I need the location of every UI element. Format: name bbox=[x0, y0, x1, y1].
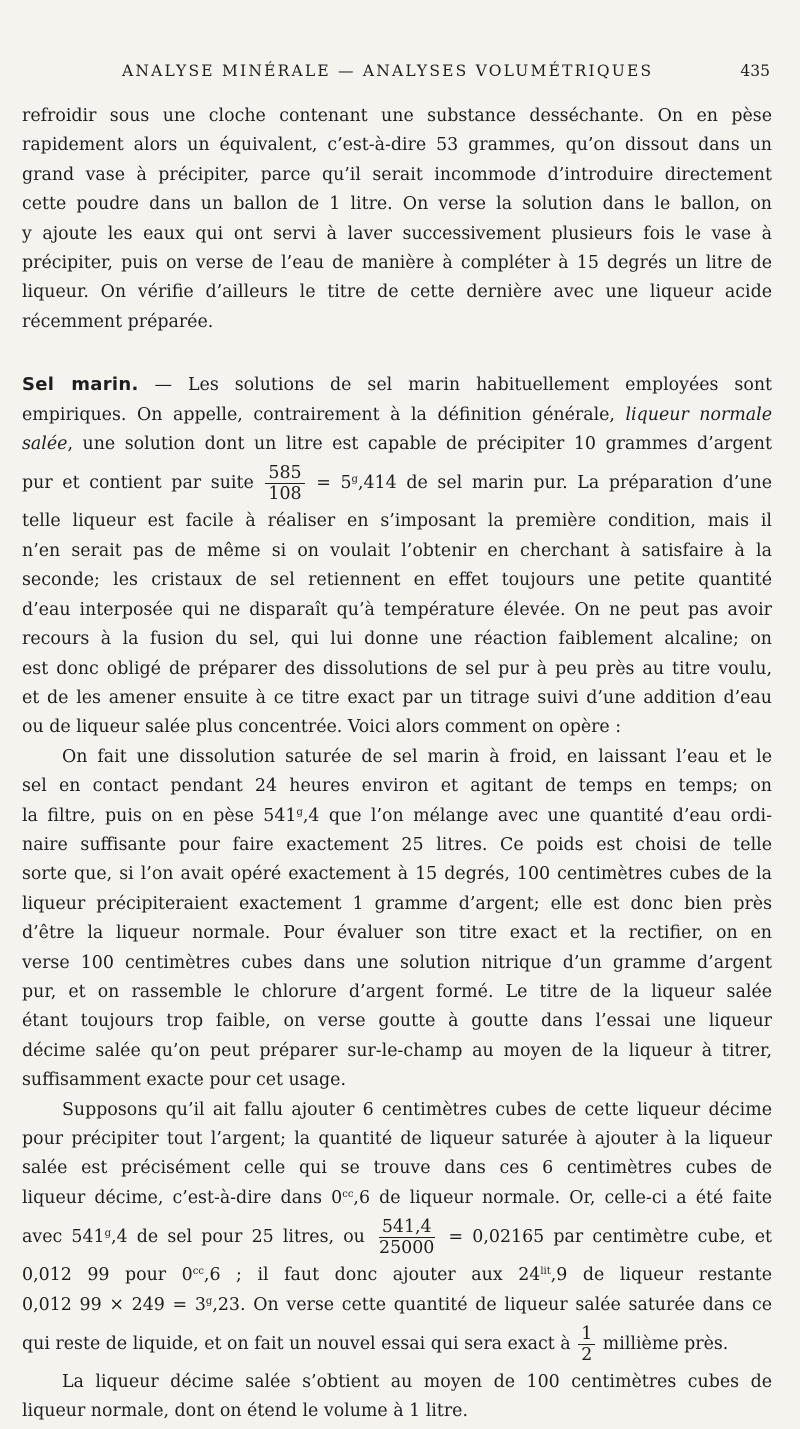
text-line: Supposons qu’il ait fallu ajouter 6 centimètres cubes de cette liqueur décime bbox=[62, 1099, 772, 1120]
text-line: sel en contact pendant 24 heures environ et agitant de temps en temps; on bbox=[22, 776, 772, 797]
italic-term: liqueur normale bbox=[625, 404, 772, 425]
text-line: salée est précisément celle qui se trouve dans ces 6 centimètres cubes de bbox=[22, 1158, 772, 1179]
unit-superscript: cc bbox=[192, 1266, 204, 1278]
text-line: cette poudre dans un ballon de 1 litre. On verse la solution dans le ballon, on bbox=[22, 194, 772, 215]
text-line: refroidir sous une cloche contenant une substance desséchante. On en pèse bbox=[22, 106, 772, 126]
text-line: verse 100 centimètres cubes dans une solution nitrique d’un gramme d’argent bbox=[22, 952, 772, 973]
fraction-numerator: 585 bbox=[265, 463, 304, 484]
fraction-numerator: 541,4 bbox=[379, 1217, 435, 1238]
section-sel-marin bbox=[22, 370, 772, 742]
text-line: grand vase à précipiter, parce qu’il serait incommode d’introduire directement bbox=[22, 164, 772, 185]
text-line: telle liqueur est facile à réaliser en s’imposant la première condition, mais il bbox=[22, 511, 772, 532]
text-line: rapidement alors un équivalent, c’est-à-dire 53 grammes, qu’on dissout dans un bbox=[22, 135, 772, 156]
text-line: y ajoute les eaux qui ont servi à laver successivement plusieurs fois le vase à bbox=[22, 223, 772, 244]
fraction bbox=[265, 463, 304, 504]
text-line: étant toujours trop faible, on verse goutte à goutte dans l’essai une liqueur bbox=[22, 1011, 772, 1032]
running-header bbox=[22, 62, 770, 86]
text-line: liqueur normale, dont on étend le volume à 1 litre. bbox=[22, 1401, 468, 1422]
text-line: liqueur décime, c’est-à-dire dans $0^{cc},6$ de liqueur normale. Or, celle-ci a été faite bbox=[22, 1187, 772, 1208]
text-line: la filtre, puis on en pèse 541$^g$,4 que l’on mélange avec une quantité d’eau ordi- bbox=[22, 805, 772, 826]
text-line: précipiter, puis on verse de l’eau de manière à compléter à 15 degrés un litre de bbox=[22, 253, 772, 274]
fraction bbox=[578, 1324, 595, 1365]
text-line: naire suffisante pour faire exactement 25 litres. Ce poids est choisi de telle bbox=[22, 834, 772, 855]
text-line: n’en serait pas de même si on voulait l’obtenir en cherchant à satisfaire à la bbox=[22, 540, 772, 561]
fraction-denominator: 2 bbox=[581, 1345, 593, 1366]
fraction-numerator: 1 bbox=[578, 1324, 595, 1345]
unit-superscript: g bbox=[351, 474, 358, 486]
text-line: suffisamment exacte pour cet usage. bbox=[22, 1070, 346, 1091]
text-line-with-fraction: qui reste de liquide, et on fait un nouvel essai qui sera exact à $\frac{1}{2}$ millième près. bbox=[22, 1324, 729, 1366]
text-line: pour précipiter tout l’argent; la quantité de liqueur saturée à ajouter à la liqueur bbox=[22, 1129, 772, 1149]
fraction-denominator: 25000 bbox=[379, 1238, 435, 1259]
text-line: est donc obligé de préparer des dissolutions de sel pur à peu près au titre voulu, bbox=[22, 658, 772, 679]
text-line: et de les amener ensuite à ce titre exact par un titrage suivi d’une addition d’eau bbox=[22, 687, 772, 708]
text-line: recours à la fusion du sel, qui lui donne une réaction faiblement alcaline; on bbox=[22, 629, 772, 650]
paragraph-dissolution bbox=[22, 743, 772, 1096]
unit-superscript: g bbox=[104, 1228, 111, 1240]
page-number: 435 bbox=[740, 62, 770, 80]
text-line-with-fraction: pur et contient par suite $\frac{585}{108}$ = $5^g,414$ de sel marin pur. La préparation d’une bbox=[22, 463, 773, 505]
text-line: ou de liqueur salée plus concentrée. Voici alors comment on opère : bbox=[22, 717, 622, 738]
text-line: salée, une solution dont un litre est capable de précipiter 10 grammes d’argent bbox=[22, 434, 772, 455]
text-line: empiriques. On appelle, contrairement à la définition générale, liqueur normale bbox=[22, 404, 772, 425]
paragraph-continuation bbox=[22, 102, 772, 337]
fraction bbox=[376, 1217, 437, 1258]
text-line: On fait une dissolution saturée de sel marin à froid, en laissant l’eau et le bbox=[62, 746, 772, 767]
unit-superscript: cc bbox=[342, 1188, 354, 1200]
running-title: ANALYSE MINÉRALE — ANALYSES VOLUMÉTRIQUES bbox=[122, 62, 654, 80]
text-line: 0,012 $99 \times 249 = 3^g,23$. On verse cette quantité de liqueur salée saturée dans ce bbox=[22, 1294, 772, 1315]
text-line: décime salée qu’on peut préparer sur-le-champ au moyen de la liqueur à titrer, bbox=[22, 1040, 772, 1061]
text-line: d’être la liqueur normale. Pour évaluer son titre exact et la rectifier, on en bbox=[22, 923, 772, 944]
italic-term: salée bbox=[22, 434, 68, 455]
text-line: pur, et on rassemble le chlorure d’argent formé. Le titre de la liqueur salée bbox=[22, 981, 772, 1002]
text-line: liqueur précipiteraient exactement 1 gramme d’argent; elle est donc bien près bbox=[22, 893, 772, 914]
text-line: 0,012 99 pour $0^{cc},6$ ; il faut donc ajouter aux $24^{lit},9$ de liqueur restante bbox=[22, 1265, 773, 1286]
text-line: Sel marin. — Les solutions de sel marin habituellement employées sont bbox=[22, 374, 773, 396]
paragraph-supposons bbox=[22, 1096, 772, 1368]
paragraph-decime bbox=[22, 1368, 772, 1427]
page-body bbox=[22, 102, 772, 1427]
text-line: seconde; les cristaux de sel retiennent en effet toujours une petite quantité bbox=[22, 570, 772, 591]
fraction-denominator: 108 bbox=[268, 484, 302, 505]
text-line: d’eau interposée qui ne disparaît qu’à température élevée. On ne peut pas avoir bbox=[22, 599, 772, 620]
text-line: liqueur. On vérifie d’ailleurs le titre de cette dernière avec une liqueur acide bbox=[22, 282, 772, 303]
unit-superscript: g bbox=[205, 1295, 213, 1307]
unit-superscript: g bbox=[296, 806, 303, 818]
text-line: récemment préparée. bbox=[22, 311, 214, 332]
unit-superscript: lit bbox=[540, 1266, 551, 1278]
text-line: La liqueur décime salée s’obtient au moyen de 100 centimètres cubes de bbox=[62, 1372, 772, 1393]
section-heading: Sel marin. bbox=[22, 374, 139, 396]
text-line-with-fraction: avec 541$^g$,4 de sel pour 25 litres, ou $\frac{541,4}{25000}$ = 0,02165 par centimètre cube, et bbox=[22, 1217, 772, 1259]
text-line: sorte que, si l’on avait opéré exactement à 15 degrés, 100 centimètres cubes de la bbox=[22, 864, 772, 885]
paragraph-gap bbox=[22, 337, 772, 370]
